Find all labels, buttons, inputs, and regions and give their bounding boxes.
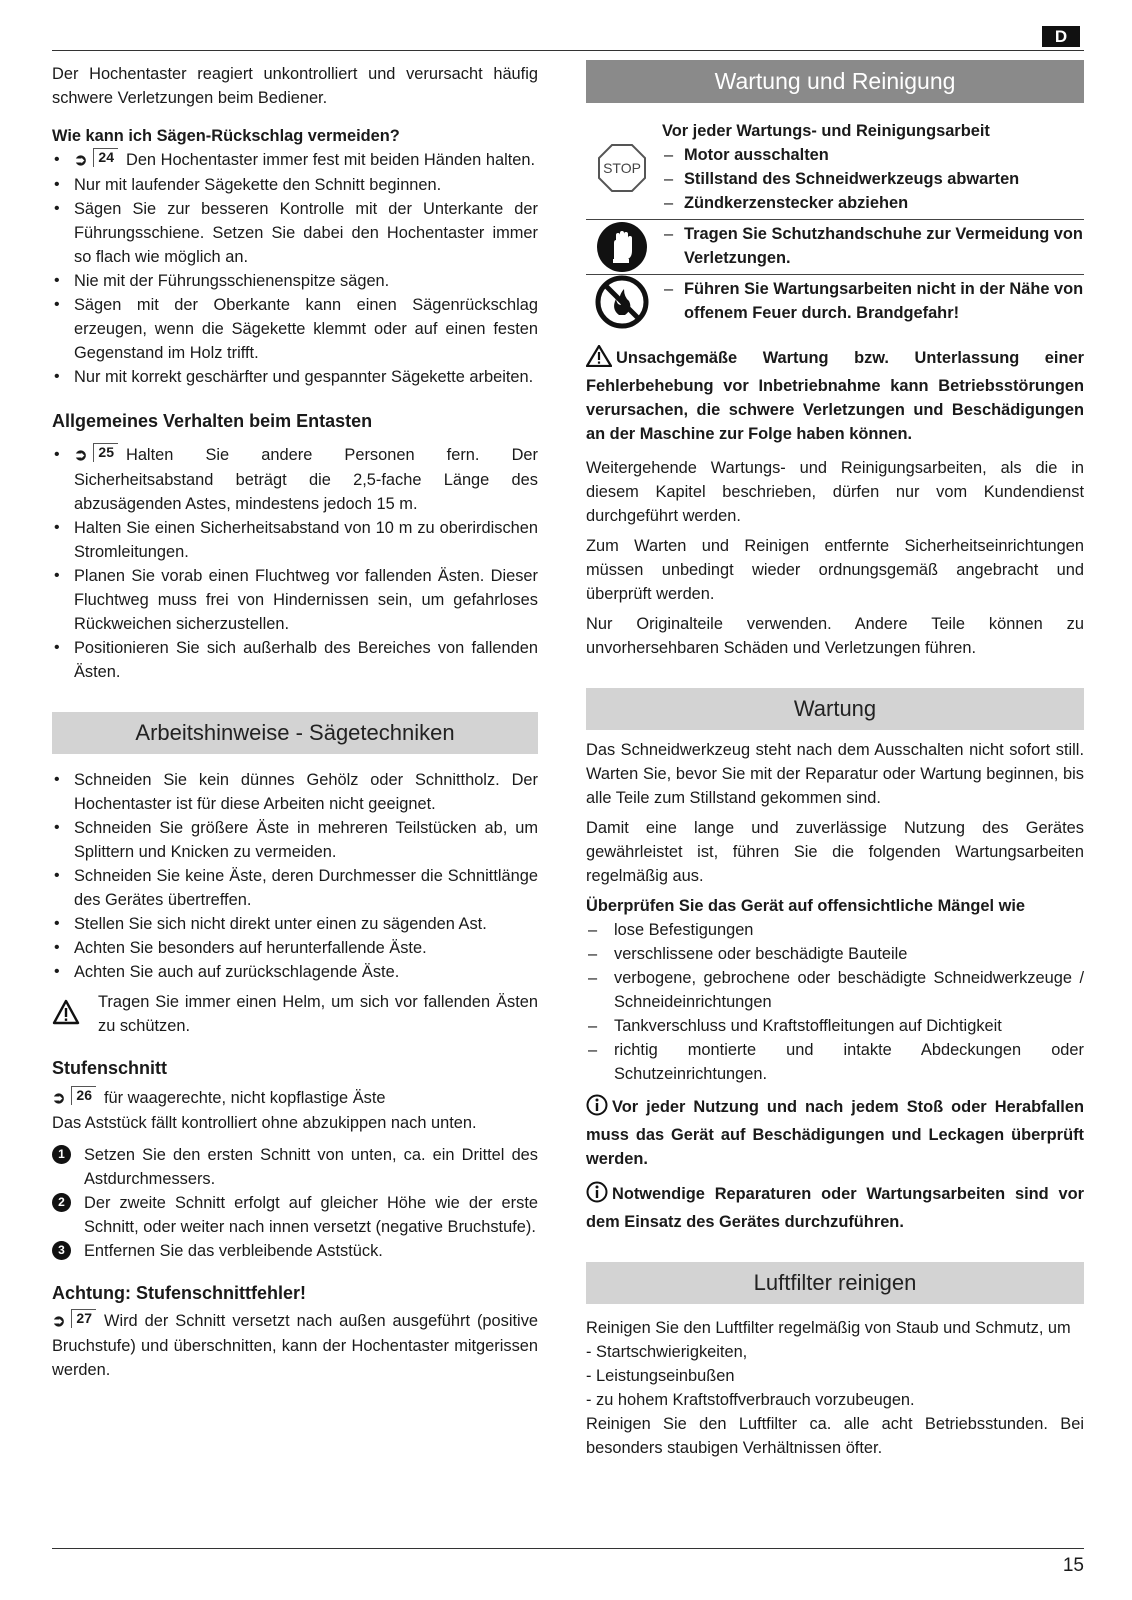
section-title-air-filter: Luftfilter reinigen xyxy=(586,1262,1084,1304)
svg-text:STOP: STOP xyxy=(603,160,641,176)
list-item: • ➲ 24 Den Hochentaster immer fest mit beiden Händen halten. xyxy=(52,148,538,173)
list-item: • Nie mit der Führungsschienenspitze sägen. xyxy=(52,269,538,293)
safety-row-fire xyxy=(586,275,1084,329)
page-number: 15 xyxy=(1062,1555,1084,1576)
maintenance-paragraph: Zum Warten und Reinigen entfernte Sicherheitseinrichtungen müssen unbedingt wieder ordnungsgemäß angebracht und überprüft werden. xyxy=(586,537,1084,603)
step-cut-note: Das Aststück fällt kontrolliert ohne abzukippen nach unten. xyxy=(52,1114,477,1132)
maintenance-warning: Unsachgemäße Wartung bzw. Unterlassung einer Fehlerbehebung vor Inbetriebnahme kann Betriebsstörungen verursachen, die schwere Verletzungen und Beschädigungen an der Maschine zur Folge haben können. xyxy=(586,345,1084,446)
list-item: • Sägen Sie zur besseren Kontrolle mit der Unterkante der Führungsschiene. Setzen Sie dabei den Hochentaster immer so flach wie möglich an. xyxy=(52,197,538,269)
section-title-wartung: Wartung xyxy=(586,688,1084,730)
figure-ref: ➲ 27 xyxy=(52,1309,96,1334)
language-tab: D xyxy=(1042,26,1080,47)
list-item: – verschlissene oder beschädigte Bauteile xyxy=(586,942,1084,966)
stop-sign-icon xyxy=(586,117,658,219)
safety-table xyxy=(586,117,1084,329)
safety-step: – Zündkerzenstecker abziehen xyxy=(662,191,1084,215)
step-item: 3 Entfernen Sie das verbleibende Aststück. xyxy=(52,1239,538,1263)
step-cut-steps xyxy=(52,1143,538,1263)
arrow-right-icon: ➲ xyxy=(52,1313,66,1330)
general-heading: Allgemeines Verhalten beim Entasten xyxy=(52,411,373,431)
section-title-techniques: Arbeitshinweise - Sägetechniken xyxy=(52,712,538,754)
list-item: • Sägen mit der Oberkante kann einen Sägenrückschlag erzeugen, wenn die Sägekette klemmt oder auf einen festen Gegenstand im Holz trifft. xyxy=(52,293,538,365)
step-error-text: ➲ 27 Wird der Schnitt versetzt nach außen ausgeführt (positive Bruchstufe) und überschnitten, kann der Hochentaster mitgerissen werden. xyxy=(52,1310,538,1379)
warning-triangle-icon xyxy=(586,345,612,374)
no-fire-icon xyxy=(586,275,658,329)
step-cut-heading: Stufenschnitt xyxy=(52,1058,167,1078)
list-item: – verbogene, gebrochene oder beschädigte Schneidwerkzeuge / Schneideinrichtungen xyxy=(586,966,1084,1014)
list-item: • Schneiden Sie größere Äste in mehreren Teilstücken ab, um Splittern und Knicken zu vermeiden. xyxy=(52,816,538,864)
list-item: – Tankverschluss und Kraftstoffleitungen auf Dichtigkeit xyxy=(586,1014,1084,1038)
wartung-paragraph: Das Schneidwerkzeug steht nach dem Ausschalten nicht sofort still. Warten Sie, bevor Sie mit der Reparatur oder Wartung beginnen, bis alle Teile zum Stillstand gekommen sind. xyxy=(586,741,1084,807)
step-item: 1 Setzen Sie den ersten Schnitt von unten, ca. ein Drittel des Astdurchmessers. xyxy=(52,1143,538,1191)
kickback-list xyxy=(52,148,538,389)
info-icon xyxy=(586,1094,608,1123)
arrow-right-icon: ➲ xyxy=(52,1090,66,1107)
figure-ref: ➲ 25 xyxy=(74,443,118,468)
list-item: • Halten Sie einen Sicherheitsabstand von 10 m zu oberirdischen Stromleitungen. xyxy=(52,516,538,564)
list-item: • Schneiden Sie kein dünnes Gehölz oder Schnittholz. Der Hochentaster ist für diese Arbeiten nicht geeignet. xyxy=(52,768,538,816)
step-error-heading: Achtung: Stufenschnittfehler! xyxy=(52,1283,306,1303)
list-item: – richtig montierte und intakte Abdeckungen oder Schutzeinrichtungen. xyxy=(586,1038,1084,1086)
list-item: • Positionieren Sie sich außerhalb des Bereiches von fallenden Ästen. xyxy=(52,636,538,684)
section-title-maintenance: Wartung und Reinigung xyxy=(586,60,1084,103)
safety-row-stop xyxy=(586,117,1084,220)
right-column xyxy=(586,60,1084,1460)
list-item: • Nur mit laufender Sägekette den Schnitt beginnen. xyxy=(52,173,538,197)
list-item: • Achten Sie besonders auf herunterfallende Äste. xyxy=(52,936,538,960)
bottom-rule xyxy=(52,1548,1084,1549)
safety-gloves-text: – Tragen Sie Schutzhandschuhe zur Vermeidung von Verletzungen. xyxy=(662,222,1084,270)
list-item: • Achten Sie auch auf zurückschlagende Äste. xyxy=(52,960,538,984)
list-item: – lose Befestigungen xyxy=(586,918,1084,942)
top-rule xyxy=(52,50,1084,51)
check-heading: Überprüfen Sie das Gerät auf offensichtliche Mängel wie xyxy=(586,897,1026,915)
safety-step: – Motor ausschalten xyxy=(662,143,1084,167)
techniques-list xyxy=(52,768,538,984)
figure-ref: ➲ 24 xyxy=(74,148,118,173)
safety-row-gloves xyxy=(586,220,1084,275)
info-icon xyxy=(586,1181,608,1210)
arrow-right-icon: ➲ xyxy=(74,152,88,169)
figure-ref: ➲ 26 xyxy=(52,1086,96,1111)
safety-step: – Stillstand des Schneidwerkzeugs abwarten xyxy=(662,167,1084,191)
wartung-paragraph: Damit eine lange und zuverlässige Nutzung des Gerätes gewährleistet ist, führen Sie die folgenden Wartungsarbeiten regelmäßig aus. xyxy=(586,819,1084,885)
step-item: 2 Der zweite Schnitt erfolgt auf gleicher Höhe wie der erste Schnitt, oder weiter nach innen versetzt (negative Bruchstufe). xyxy=(52,1191,538,1239)
kickback-heading: Wie kann ich Sägen-Rückschlag vermeiden? xyxy=(52,127,400,145)
list-item: • ➲ 25 Halten Sie andere Personen fern. Der Sicherheitsabstand beträgt die 2,5-fache Länge des abzusägenden Astes, mindestens jedoch 15 m. xyxy=(52,443,538,516)
safety-intro: Vor jeder Wartungs- und Reinigungsarbeit xyxy=(662,122,990,140)
list-item: • Planen Sie vorab einen Fluchtweg vor fallenden Ästen. Dieser Fluchtweg muss frei von Hindernissen sein, um gefahrloses Rückweichen sicherzustellen. xyxy=(52,564,538,636)
list-item: • Nur mit korrekt geschärfter und gespannter Sägekette arbeiten. xyxy=(52,365,538,389)
maintenance-paragraph: Weitergehende Wartungs- und Reinigungsarbeiten, als die in diesem Kapitel beschrieben, dürfen nur vom Kundendienst durchgeführt werden. xyxy=(586,459,1084,525)
helmet-warning: Tragen Sie immer einen Helm, um sich vor fallenden Ästen zu schützen. xyxy=(52,990,538,1038)
info-note: Vor jeder Nutzung und nach jedem Stoß oder Herabfallen muss das Gerät auf Beschädigungen und Leckagen überprüft werden. xyxy=(586,1094,1084,1171)
maintenance-paragraph: Nur Originalteile verwenden. Andere Teile können zu unvorhersehbaren Schäden und Verletzungen führen. xyxy=(586,615,1084,657)
air-filter-line: Reinigen Sie den Luftfilter regelmäßig von Staub und Schmutz, um xyxy=(586,1319,1071,1337)
safety-fire-text: – Führen Sie Wartungsarbeiten nicht in der Nähe von offenem Feuer durch. Brandgefahr! xyxy=(662,277,1084,325)
step-cut-ref-line: ➲ 26 für waagerechte, nicht kopflastige Äste xyxy=(52,1086,538,1111)
air-filter-line: - Leistungseinbußen xyxy=(586,1367,735,1385)
arrow-right-icon: ➲ xyxy=(74,447,88,464)
list-item: • Schneiden Sie keine Äste, deren Durchmesser die Schnittlänge des Gerätes übertreffen. xyxy=(52,864,538,912)
list-item: • Stellen Sie sich nicht direkt unter einen zu sägenden Ast. xyxy=(52,912,538,936)
left-column xyxy=(52,62,538,1382)
intro-text: Der Hochentaster reagiert unkontrolliert und verursacht häufig schwere Verletzungen beim Bediener. xyxy=(52,65,538,107)
gloves-icon xyxy=(586,220,658,274)
check-list xyxy=(586,918,1084,1086)
air-filter-line: Reinigen Sie den Luftfilter ca. alle acht Betriebsstunden. Bei besonders staubigen Verhältnissen öfter. xyxy=(586,1415,1084,1457)
general-list xyxy=(52,443,538,684)
warning-triangle-icon xyxy=(52,999,98,1030)
info-note: Notwendige Reparaturen oder Wartungsarbeiten sind vor dem Einsatz des Gerätes durchzuführen. xyxy=(586,1181,1084,1234)
air-filter-line: - Startschwierigkeiten, xyxy=(586,1343,748,1361)
air-filter-line: - zu hohem Kraftstoffverbrauch vorzubeugen. xyxy=(586,1391,915,1409)
